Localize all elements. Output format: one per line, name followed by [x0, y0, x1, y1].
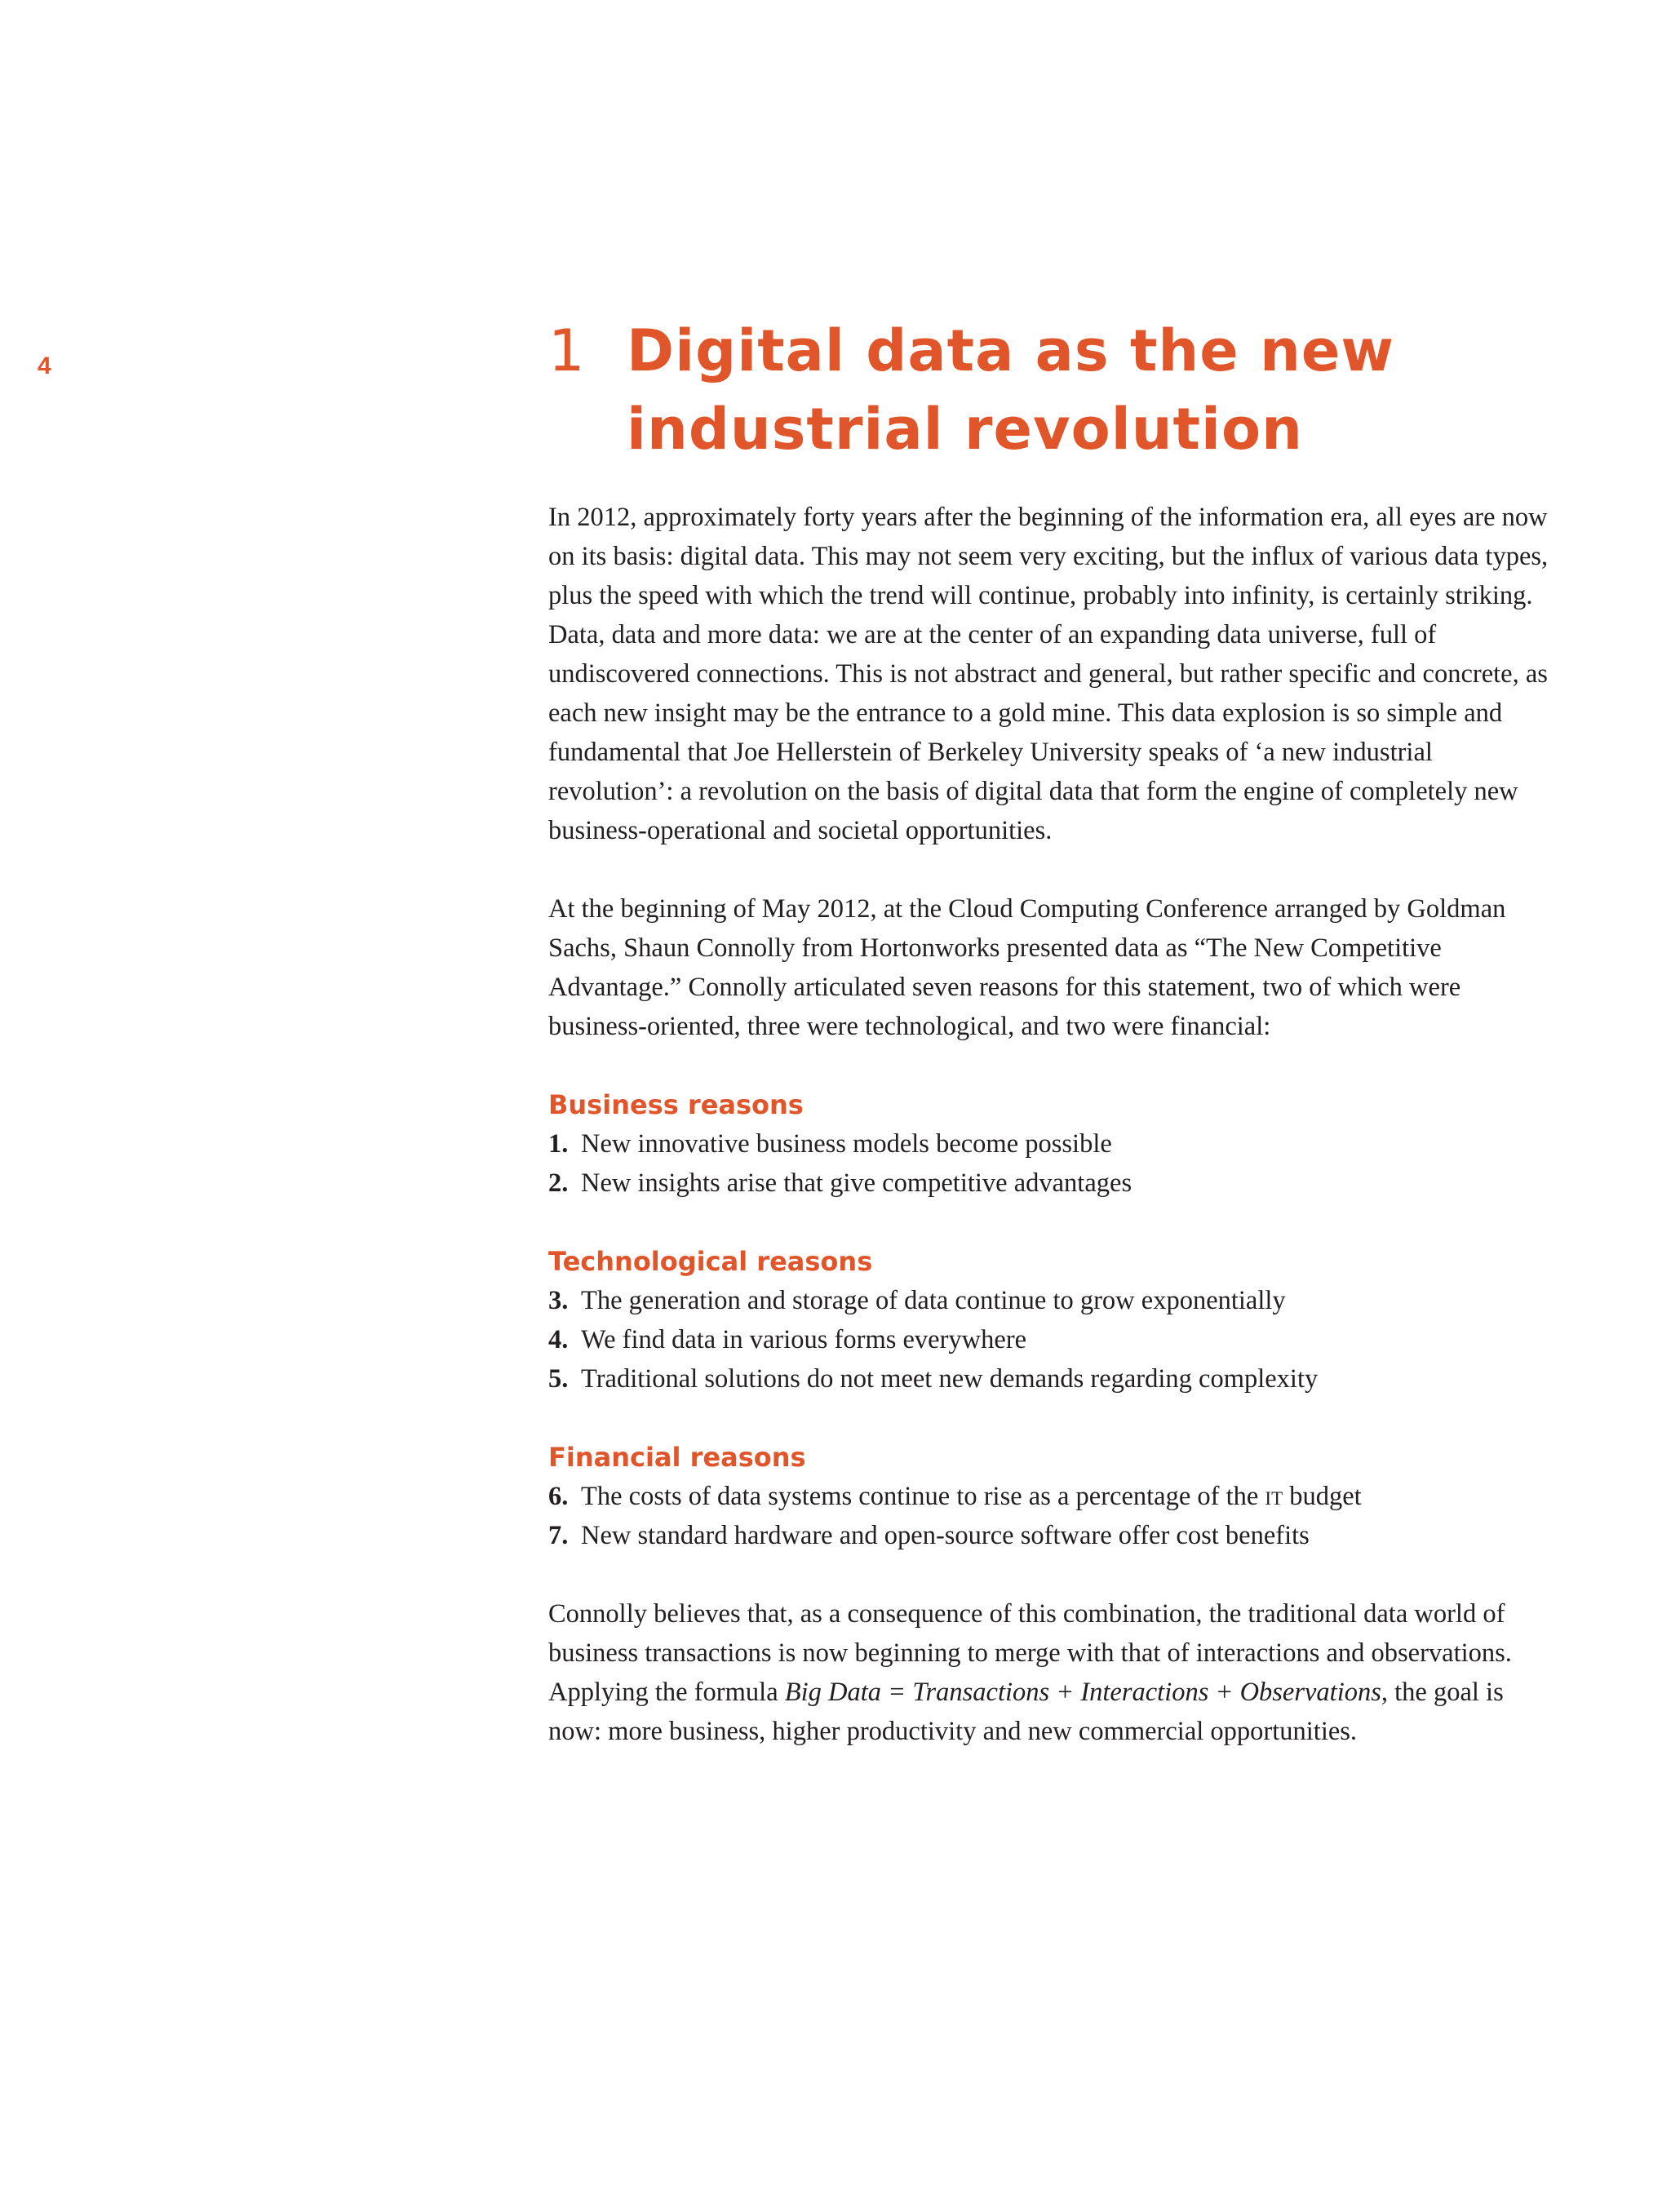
section-heading-technological: Technological reasons	[548, 1246, 873, 1277]
list-item-number: 7.	[548, 1521, 569, 1550]
list-item	[548, 1477, 1560, 1516]
page-number: 4	[38, 352, 51, 379]
list-item-number: 4.	[548, 1325, 569, 1354]
second-paragraph: At the beginning of May 2012, at the Cloud Computing Conference arranged by Goldman Sachs, Shaun Connolly from Hortonworks presented data as “The New Competitive Advantage.” Connolly articulated seven reasons for this statement, two of which were business-oriented, three were technological, and two were financial:	[548, 894, 1506, 1041]
list-item-number: 2.	[548, 1168, 569, 1198]
closing-text-end: , the goal is now: more business, higher productivity and new commercial opportunities.	[548, 1678, 1504, 1746]
section-heading-financial: Financial reasons	[548, 1442, 806, 1473]
closing-paragraph	[548, 1594, 1560, 1751]
list-item-text-start: The costs of data systems continue to rise as a percentage of the	[581, 1482, 1265, 1511]
list-item	[548, 1359, 1560, 1399]
list-item-text: The generation and storage of data continue to grow exponentially	[581, 1286, 1286, 1315]
chapter-number: 1	[548, 317, 585, 384]
closing-text-start: Connolly believes that, as a consequence of this combination, the traditional data world of business transactions is now beginning to merge with that of interactions and observations. Applying the formula	[548, 1599, 1512, 1707]
intro-paragraph: In 2012, approximately forty years after the beginning of the information era, all eyes are now on its basis: digital data. This may not seem very exciting, but the influx of various data types, plus the speed with which the trend will continue, probably into infinity, is certainly striking. Data, data and more data: we are at the center of an expanding data universe, full of undiscovered connections. This is not abstract and general, but rather specific and concrete, as each new insight may be the entrance to a gold mine. This data explosion is so simple and fundamental that Joe Hellerstein of Berkeley University speaks of ‘a new industrial revolution’: a revolution on the basis of digital data that form the engine of completely new business-operational and societal opportunities.	[548, 503, 1549, 845]
chapter-title: Digital data as the new industrial revolution	[627, 317, 1395, 463]
section-heading-business: Business reasons	[548, 1089, 804, 1120]
list-item-text-end: budget	[1283, 1482, 1362, 1511]
list-item-text: New innovative business models become possible	[581, 1129, 1112, 1159]
financial-reasons-list	[548, 1477, 1560, 1555]
list-item-number: 5.	[548, 1364, 569, 1394]
list-item-number: 6.	[548, 1482, 569, 1511]
list-item-text: Traditional solutions do not meet new demands regarding complexity	[581, 1364, 1319, 1394]
list-item-number: 3.	[548, 1286, 569, 1315]
list-item-text	[581, 1477, 1560, 1516]
list-item-text: New insights arise that give competitive advantages	[581, 1168, 1132, 1198]
list-item	[548, 1516, 1560, 1555]
list-item-number: 1.	[548, 1129, 569, 1159]
list-item-text: New standard hardware and open-source software offer cost benefits	[581, 1521, 1310, 1550]
technological-reasons-list	[548, 1281, 1560, 1399]
list-item	[548, 1164, 1560, 1203]
big-data-formula: Big Data = Transactions + Interactions + Observations	[784, 1678, 1381, 1707]
list-item	[548, 1320, 1560, 1359]
list-item-text: We find data in various forms everywhere	[581, 1325, 1027, 1354]
abbreviation-it: it	[1265, 1482, 1283, 1511]
chapter-heading	[548, 312, 1609, 468]
chapter-body	[548, 498, 1560, 1751]
list-item	[548, 1281, 1560, 1320]
business-reasons-list	[548, 1124, 1560, 1203]
list-item	[548, 1124, 1560, 1164]
